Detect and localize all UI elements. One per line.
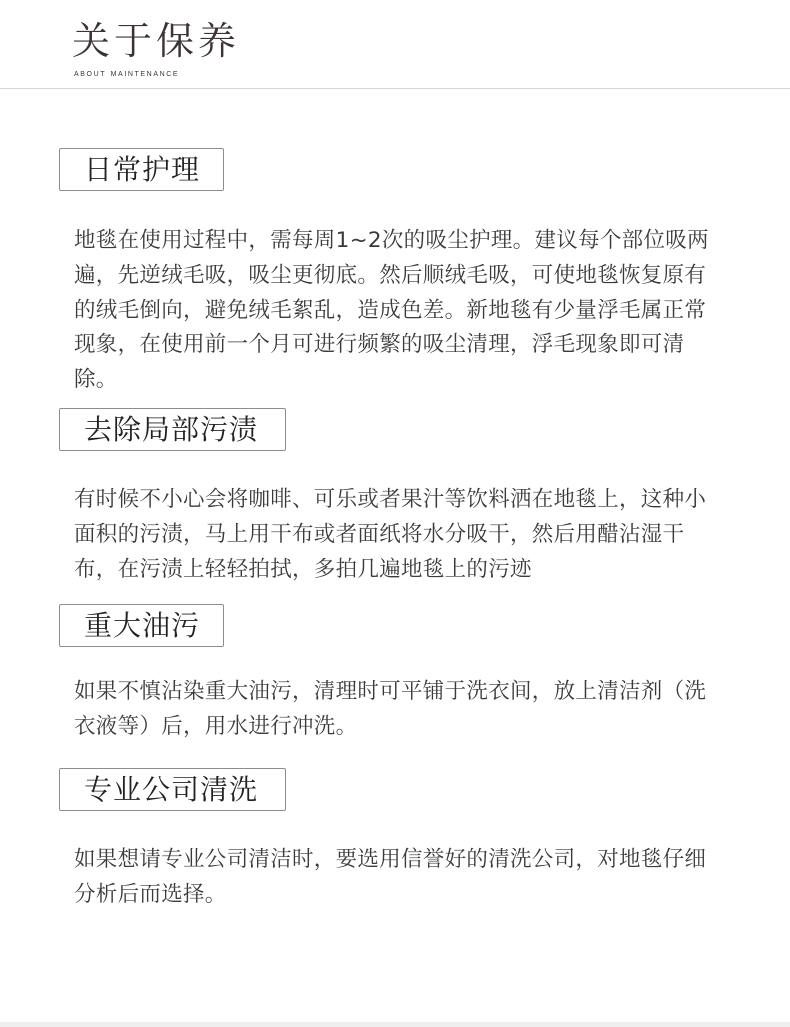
section-body-daily-care: 地毯在使用过程中，需每周1~2次的吸尘护理。建议每个部位吸两遍，先逆绒毛吸，吸尘更彻底。然后顺绒毛吸，可使地毯恢复原有的绒毛倒向，避免绒毛絮乱，造成色差。新地毯有少量浮毛属正常现象，在使用前一个月可进行频繁的吸尘清理，浮毛现象即可清除。: [74, 228, 709, 393]
page-title: 关于保养: [72, 19, 241, 63]
section-heading-stain-removal: 去除局部污渍: [59, 408, 286, 451]
section-body-professional-cleaning: 如果想请专业公司清洁时，要选用信誉好的清洗公司，对地毯仔细分析后而选择。: [74, 847, 707, 907]
footer-divider: [0, 1022, 790, 1027]
section-heading-professional-cleaning: 专业公司清洗: [59, 768, 286, 811]
section-body-heavy-oil: 如果不慎沾染重大油污，清理时可平铺于洗衣间，放上清洁剂（洗衣液等）后，用水进行冲洗。: [74, 679, 707, 739]
section-heading-daily-care: 日常护理: [59, 148, 224, 191]
section-heading-heavy-oil: 重大油污: [59, 604, 224, 647]
page-header: [0, 0, 790, 89]
section-body-stain-removal: 有时候不小心会将咖啡、可乐或者果汁等饮料洒在地毯上，这种小面积的污渍，马上用干布或者面纸将水分吸干，然后用醋沾湿干布，在污渍上轻轻拍拭，多拍几遍地毯上的污迹: [74, 487, 707, 582]
page-subtitle: about maintenance: [74, 67, 180, 79]
